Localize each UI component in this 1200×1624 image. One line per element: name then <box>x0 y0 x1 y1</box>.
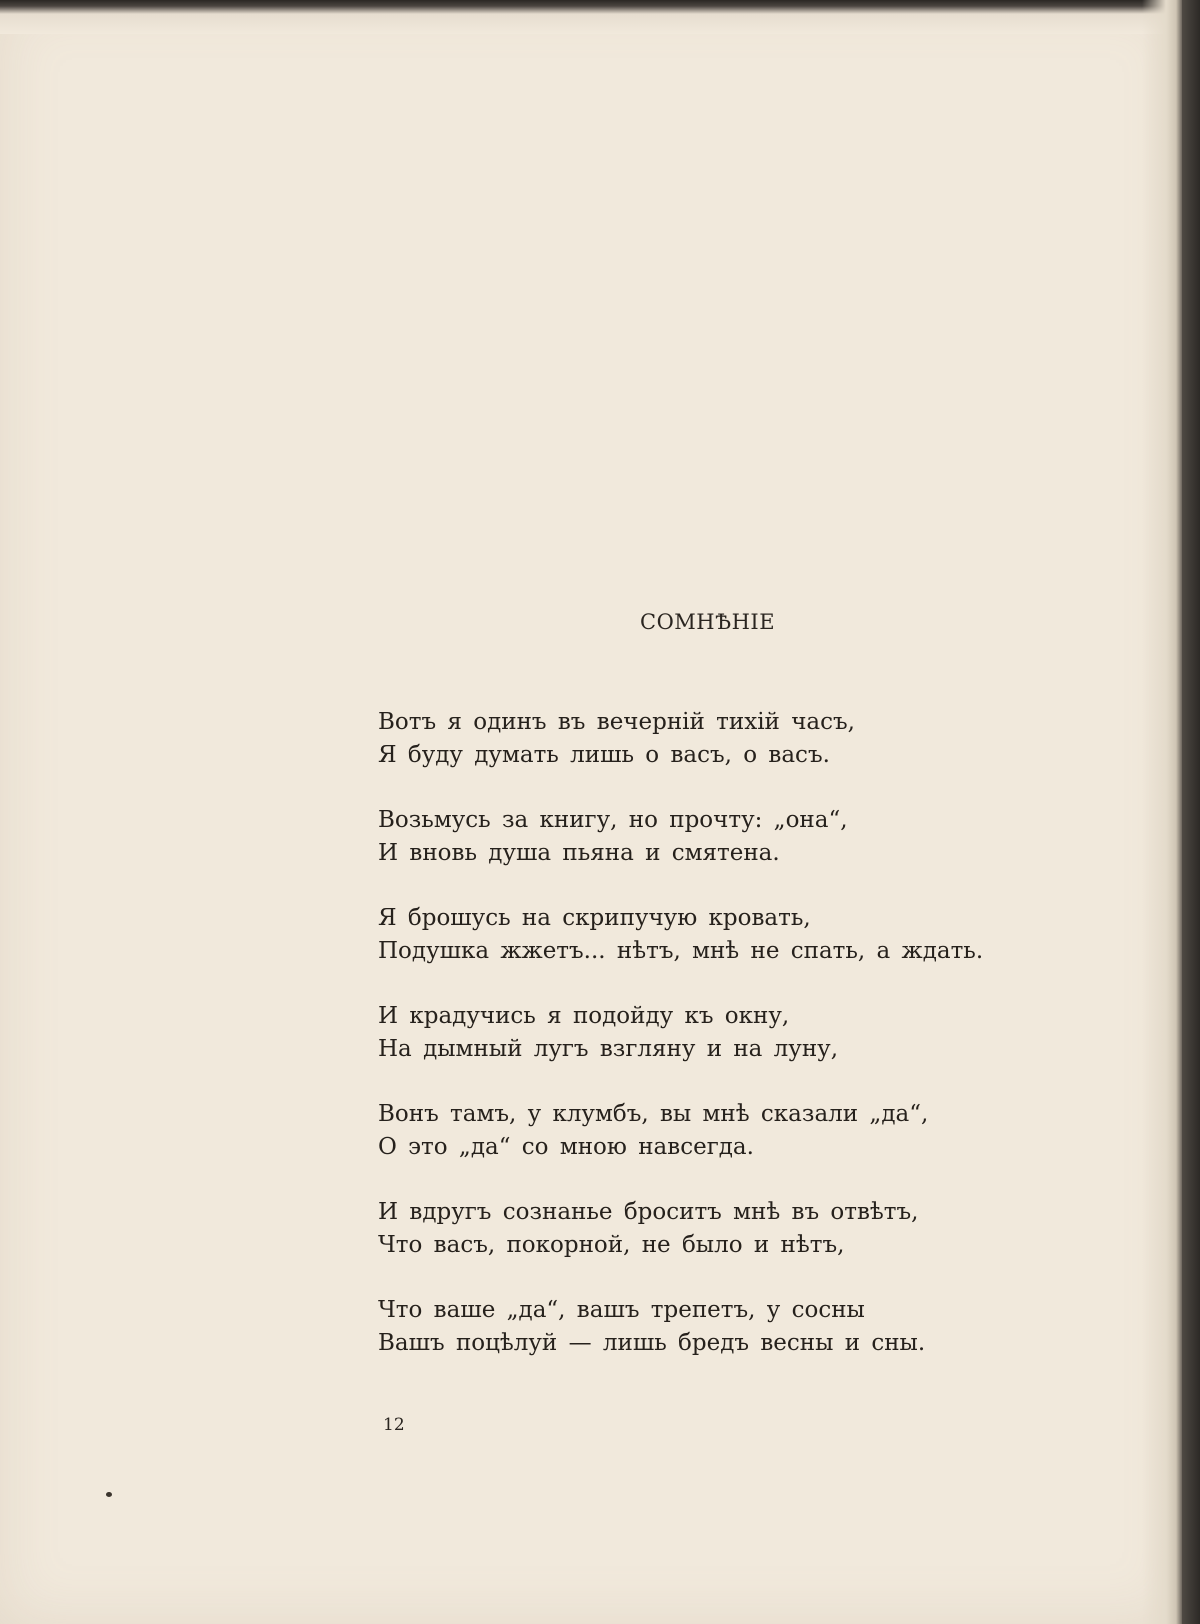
stanza-6 <box>378 1196 1068 1262</box>
stanza-1 <box>378 706 1068 772</box>
verse-line: Что ваше „да“, вашъ трепетъ, у сосны <box>378 1297 865 1323</box>
verse-line: Возьмусь за книгу, но прочту: „она“, <box>378 807 848 833</box>
poem-title: СОМНѢНІЕ <box>640 610 776 634</box>
verse-line: Вотъ я одинъ въ вечерній тихій часъ, <box>378 709 855 735</box>
verse-line: Я буду думать лишь о васъ, о васъ. <box>378 742 830 768</box>
verse-line: И вдругъ сознанье броситъ мнѣ въ отвѣтъ, <box>378 1199 919 1225</box>
verse-line: Я брошусь на скрипучую кровать, <box>378 905 811 931</box>
book-cover-edge <box>1182 0 1200 1624</box>
stanza-3 <box>378 902 1068 968</box>
page-top-edge <box>0 0 1182 34</box>
stanza-2 <box>378 804 1068 870</box>
ink-speck <box>106 1492 112 1497</box>
page-right-edge <box>1142 0 1182 1624</box>
stanza-4 <box>378 1000 1068 1066</box>
poem-body <box>378 706 1068 1392</box>
page-number: 12 <box>383 1415 405 1435</box>
verse-line: О это „да“ со мною навсегда. <box>378 1134 754 1160</box>
verse-line: Что васъ, покорной, не было и нѣтъ, <box>378 1232 845 1258</box>
verse-line: На дымный лугъ взгляну и на луну, <box>378 1036 839 1062</box>
stanza-5 <box>378 1098 1068 1164</box>
verse-line: Подушка жжетъ... нѣтъ, мнѣ не спать, а ждать. <box>378 938 984 964</box>
stanza-7 <box>378 1294 1068 1360</box>
verse-line: И крадучись я подойду къ окну, <box>378 1003 790 1029</box>
verse-line: Вашъ поцѣлуй — лишь бредъ весны и сны. <box>378 1330 926 1356</box>
verse-line: Вонъ тамъ, у клумбъ, вы мнѣ сказали „да“, <box>378 1101 929 1127</box>
verse-line: И вновь душа пьяна и смятена. <box>378 840 780 866</box>
